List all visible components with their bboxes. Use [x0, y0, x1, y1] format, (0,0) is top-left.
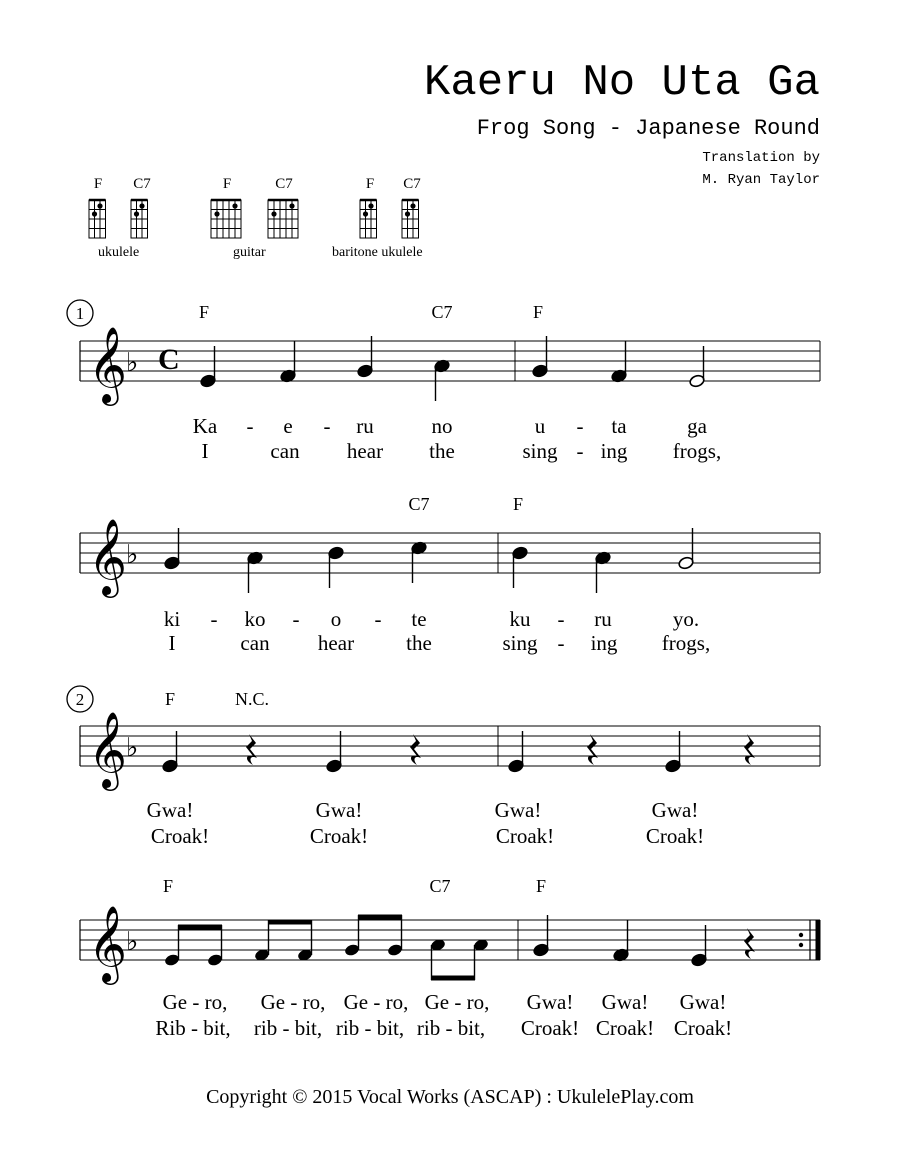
- chord-symbol: F: [164, 689, 176, 709]
- baritone-c7-chord-name: C7: [403, 176, 421, 192]
- lyric-english: Croak!: [595, 1016, 655, 1040]
- time-signature-common-time: C: [158, 343, 180, 376]
- lyric-japanese: Gwa!: [526, 990, 574, 1014]
- lyric-english: frogs,: [672, 439, 722, 463]
- lyric-japanese: ru: [356, 414, 374, 438]
- baritone-ukulele-label: baritone ukulele: [332, 245, 423, 260]
- lyric-japanese: ga: [687, 414, 707, 438]
- round-marker-1: 1: [75, 304, 85, 323]
- lyric-english: frogs,: [661, 631, 711, 655]
- ukulele-c7-finger-dot: [134, 211, 139, 216]
- lyric-english: can: [240, 631, 270, 655]
- lyric-english: sing: [502, 631, 538, 655]
- lyric-english: ing: [590, 631, 618, 655]
- chord-symbol: F: [198, 302, 210, 322]
- lyric-japanese: ko: [244, 607, 266, 631]
- lyric-japanese: Gwa!: [494, 798, 542, 822]
- treble-clef-2: 𝄞: [88, 521, 128, 594]
- quarter-rest: [410, 734, 421, 765]
- lyric-japanese: yo.: [672, 607, 700, 631]
- round-marker-2: 2: [75, 690, 85, 709]
- lyric-english: the: [429, 439, 455, 463]
- key-signature-flat-4: ♭: [126, 927, 139, 956]
- lyric-english: the: [406, 631, 432, 655]
- translation-credit-label: Translation by: [702, 150, 820, 166]
- chord-symbol: C7: [431, 302, 453, 322]
- lyric-english: Rib - bit,: [155, 1016, 231, 1040]
- lyric-japanese: -: [374, 607, 382, 631]
- repeat-dot: [799, 943, 803, 947]
- lyric-japanese: -: [210, 607, 218, 631]
- guitar-c7-finger-dot: [271, 211, 276, 216]
- key-signature-flat-2: ♭: [126, 540, 139, 569]
- chord-symbol: N.C.: [234, 689, 270, 709]
- ukulele-c7-chord-name: C7: [133, 176, 151, 192]
- lyric-japanese: u: [534, 414, 546, 438]
- lyric-english: Croak!: [309, 824, 369, 848]
- lyric-japanese: Ge - ro,: [162, 990, 228, 1014]
- quarter-rest: [744, 734, 755, 765]
- lyric-english: rib - bit,: [335, 1016, 405, 1040]
- lyric-english: Croak!: [495, 824, 555, 848]
- ukulele-c7-finger-dot: [139, 203, 144, 208]
- guitar-label: guitar: [233, 245, 266, 260]
- ukulele-f-finger-dot: [97, 203, 102, 208]
- baritone-c7-finger-dot: [410, 203, 415, 208]
- lyric-english: ing: [600, 439, 628, 463]
- lyric-english: I: [168, 631, 176, 655]
- lyric-english: can: [270, 439, 300, 463]
- lyric-english: hear: [346, 439, 384, 463]
- baritone-f-chord-name: F: [365, 176, 375, 192]
- lyric-japanese: Gwa!: [651, 798, 699, 822]
- guitar-c7-chord-name: C7: [275, 176, 293, 192]
- treble-clef-1: 𝄞: [88, 329, 128, 402]
- lyric-english: Croak!: [645, 824, 705, 848]
- lyric-japanese: Gwa!: [679, 990, 727, 1014]
- quarter-rest: [246, 734, 257, 765]
- lyric-english: Croak!: [673, 1016, 733, 1040]
- quarter-rest: [587, 734, 598, 765]
- ukulele-label: ukulele: [98, 245, 140, 260]
- chord-symbol: F: [162, 876, 174, 896]
- baritone-f-finger-dot: [368, 203, 373, 208]
- baritone-c7-finger-dot: [405, 211, 410, 216]
- chord-symbol: C7: [408, 494, 430, 514]
- lyric-english: Croak!: [520, 1016, 580, 1040]
- song-title: Kaeru No Uta Ga: [423, 58, 820, 108]
- key-signature-flat-3: ♭: [126, 733, 139, 762]
- lyric-japanese: -: [246, 414, 254, 438]
- copyright-footer: Copyright © 2015 Vocal Works (ASCAP) : UkulelePlay.com: [206, 1086, 694, 1108]
- lyric-japanese: Gwa!: [146, 798, 194, 822]
- treble-clef-3: 𝄞: [88, 714, 128, 787]
- lyric-japanese: e: [283, 414, 293, 438]
- key-signature-flat-1: ♭: [126, 348, 139, 377]
- guitar-c7-finger-dot: [289, 203, 294, 208]
- lyric-japanese: Ka: [192, 414, 218, 438]
- treble-clef-4: 𝄞: [88, 908, 128, 981]
- lyric-japanese: Gwa!: [601, 990, 649, 1014]
- translator-name: M. Ryan Taylor: [702, 172, 820, 188]
- guitar-f-chord-name: F: [222, 176, 232, 192]
- lyric-japanese: ta: [611, 414, 627, 438]
- repeat-dot: [799, 933, 803, 937]
- lyric-japanese: -: [323, 414, 331, 438]
- lyric-japanese: te: [411, 607, 427, 631]
- lyric-english: hear: [317, 631, 355, 655]
- lyric-japanese: Ge - ro,: [424, 990, 490, 1014]
- lyric-japanese: Gwa!: [315, 798, 363, 822]
- lyric-japanese: no: [431, 414, 453, 438]
- lyric-japanese: o: [330, 607, 342, 631]
- lyric-japanese: -: [557, 607, 565, 631]
- lyric-japanese: -: [292, 607, 300, 631]
- lyric-english: -: [557, 631, 565, 655]
- lyric-japanese: ru: [594, 607, 612, 631]
- lyric-english: sing: [522, 439, 558, 463]
- lyric-japanese: ki: [163, 607, 181, 631]
- chord-symbol: F: [535, 876, 547, 896]
- ukulele-f-finger-dot: [92, 211, 97, 216]
- lyric-japanese: Ge - ro,: [260, 990, 326, 1014]
- lyric-english: -: [576, 439, 584, 463]
- lyric-japanese: ku: [509, 607, 531, 631]
- lyric-japanese: Ge - ro,: [343, 990, 409, 1014]
- chord-symbol: F: [512, 494, 524, 514]
- guitar-f-finger-dot: [214, 211, 219, 216]
- lyric-english: rib - bit,: [253, 1016, 323, 1040]
- guitar-f-finger-dot: [232, 203, 237, 208]
- lyric-english: Croak!: [150, 824, 210, 848]
- quarter-rest: [744, 928, 755, 959]
- song-subtitle: Frog Song - Japanese Round: [476, 116, 820, 141]
- chord-symbol: F: [532, 302, 544, 322]
- lyric-japanese: -: [576, 414, 584, 438]
- lyric-english: rib - bit,: [416, 1016, 486, 1040]
- lyric-english: I: [201, 439, 209, 463]
- chord-symbol: C7: [429, 876, 451, 896]
- baritone-f-finger-dot: [363, 211, 368, 216]
- ukulele-f-chord-name: F: [93, 176, 103, 192]
